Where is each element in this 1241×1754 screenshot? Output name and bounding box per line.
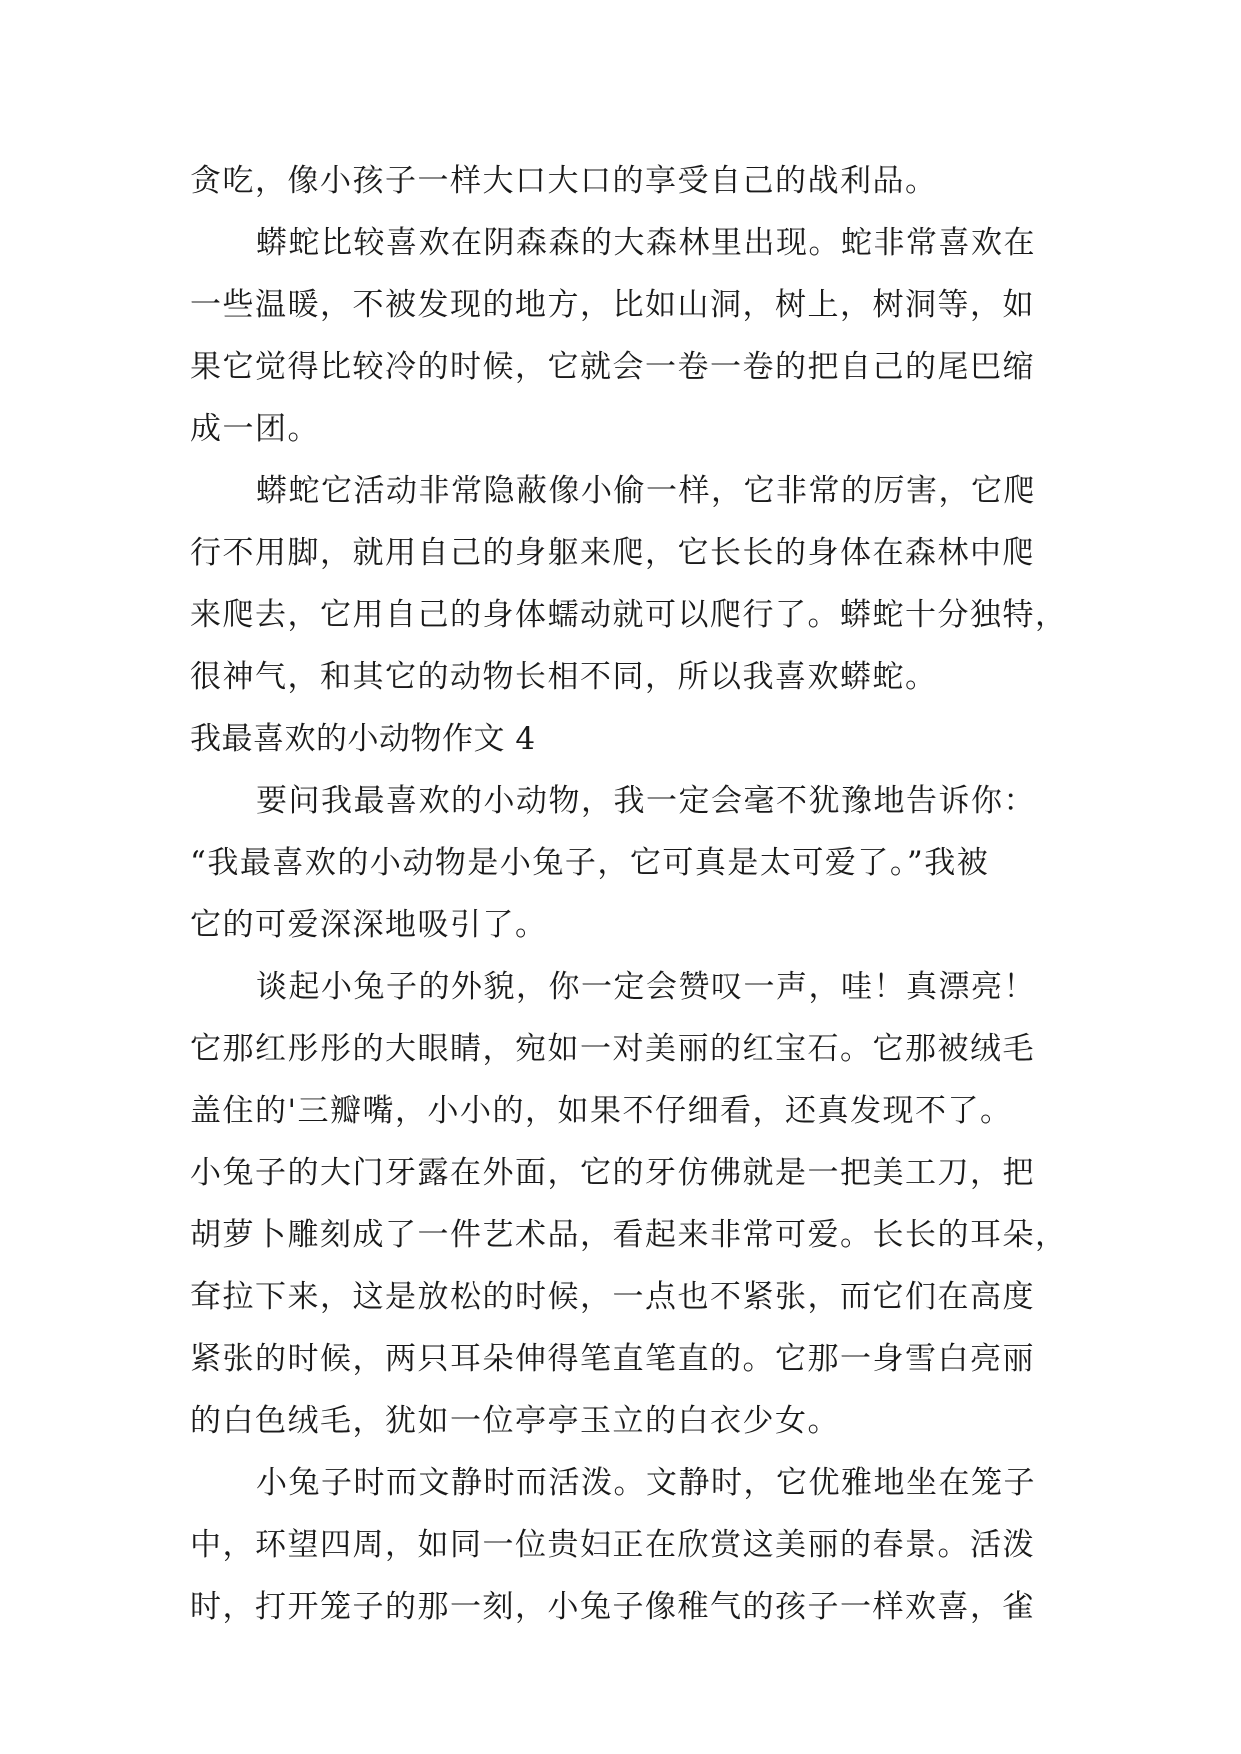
text-line: 小兔子时而文静时而活泼。文静时，它优雅地坐在笼子 bbox=[256, 1465, 1036, 1501]
text-line: 成一团。 bbox=[190, 411, 320, 447]
text-line: 的白色绒毛，犹如一位亭亭玉立的白衣少女。 bbox=[190, 1403, 840, 1439]
text-line: 贪吃，像小孩子一样大口大口的享受自己的战利品。 bbox=[190, 163, 938, 199]
text-line: 胡萝卜雕刻成了一件艺术品，看起来非常可爱。长长的耳朵， bbox=[190, 1217, 1068, 1253]
text-line: 要问我最喜欢的小动物，我一定会毫不犹豫地告诉你： bbox=[256, 783, 1036, 819]
text-line: 行不用脚，就用自己的身躯来爬，它长长的身体在森林中爬 bbox=[190, 535, 1035, 571]
document-body bbox=[190, 150, 1068, 1638]
text-line: 果它觉得比较冷的时候，它就会一卷一卷的把自己的尾巴缩 bbox=[190, 349, 1035, 385]
text-line: 紧张的时候，两只耳朵伸得笔直笔直的。它那一身雪白亮丽 bbox=[190, 1341, 1035, 1377]
text-line: 一些温暖，不被发现的地方，比如山洞，树上，树洞等，如 bbox=[190, 287, 1035, 323]
text-line: 中，环望四周，如同一位贵妇正在欣赏这美丽的春景。活泼 bbox=[190, 1527, 1035, 1563]
text-line: 谈起小兔子的外貌，你一定会赞叹一声，哇！真漂亮！ bbox=[256, 969, 1036, 1005]
text-line: 蟒蛇它活动非常隐蔽像小偷一样，它非常的厉害，它爬 bbox=[256, 473, 1036, 509]
text-line: 蟒蛇比较喜欢在阴森森的大森林里出现。蛇非常喜欢在 bbox=[256, 225, 1036, 261]
section-heading: 我最喜欢的小动物作文 4 bbox=[190, 721, 536, 757]
text-line: 很神气，和其它的动物长相不同，所以我喜欢蟒蛇。 bbox=[190, 659, 938, 695]
text-line: 盖住的'三瓣嘴，小小的，如果不仔细看，还真发现不了。 bbox=[190, 1093, 1013, 1129]
text-line: 它的可爱深深地吸引了。 bbox=[190, 907, 548, 943]
text-line: 它那红彤彤的大眼睛，宛如一对美丽的红宝石。它那被绒毛 bbox=[190, 1031, 1035, 1067]
text-line: 来爬去，它用自己的身体蠕动就可以爬行了。蟒蛇十分独特， bbox=[190, 597, 1068, 633]
text-line: 小兔子的大门牙露在外面，它的牙仿佛就是一把美工刀，把 bbox=[190, 1155, 1035, 1191]
text-line: 耷拉下来，这是放松的时候，一点也不紧张，而它们在高度 bbox=[190, 1279, 1035, 1315]
text-line: 时，打开笼子的那一刻，小兔子像稚气的孩子一样欢喜，雀 bbox=[190, 1589, 1035, 1625]
text-line: “我最喜欢的小动物是小兔子，它可真是太可爱了。”我被 bbox=[190, 845, 990, 881]
